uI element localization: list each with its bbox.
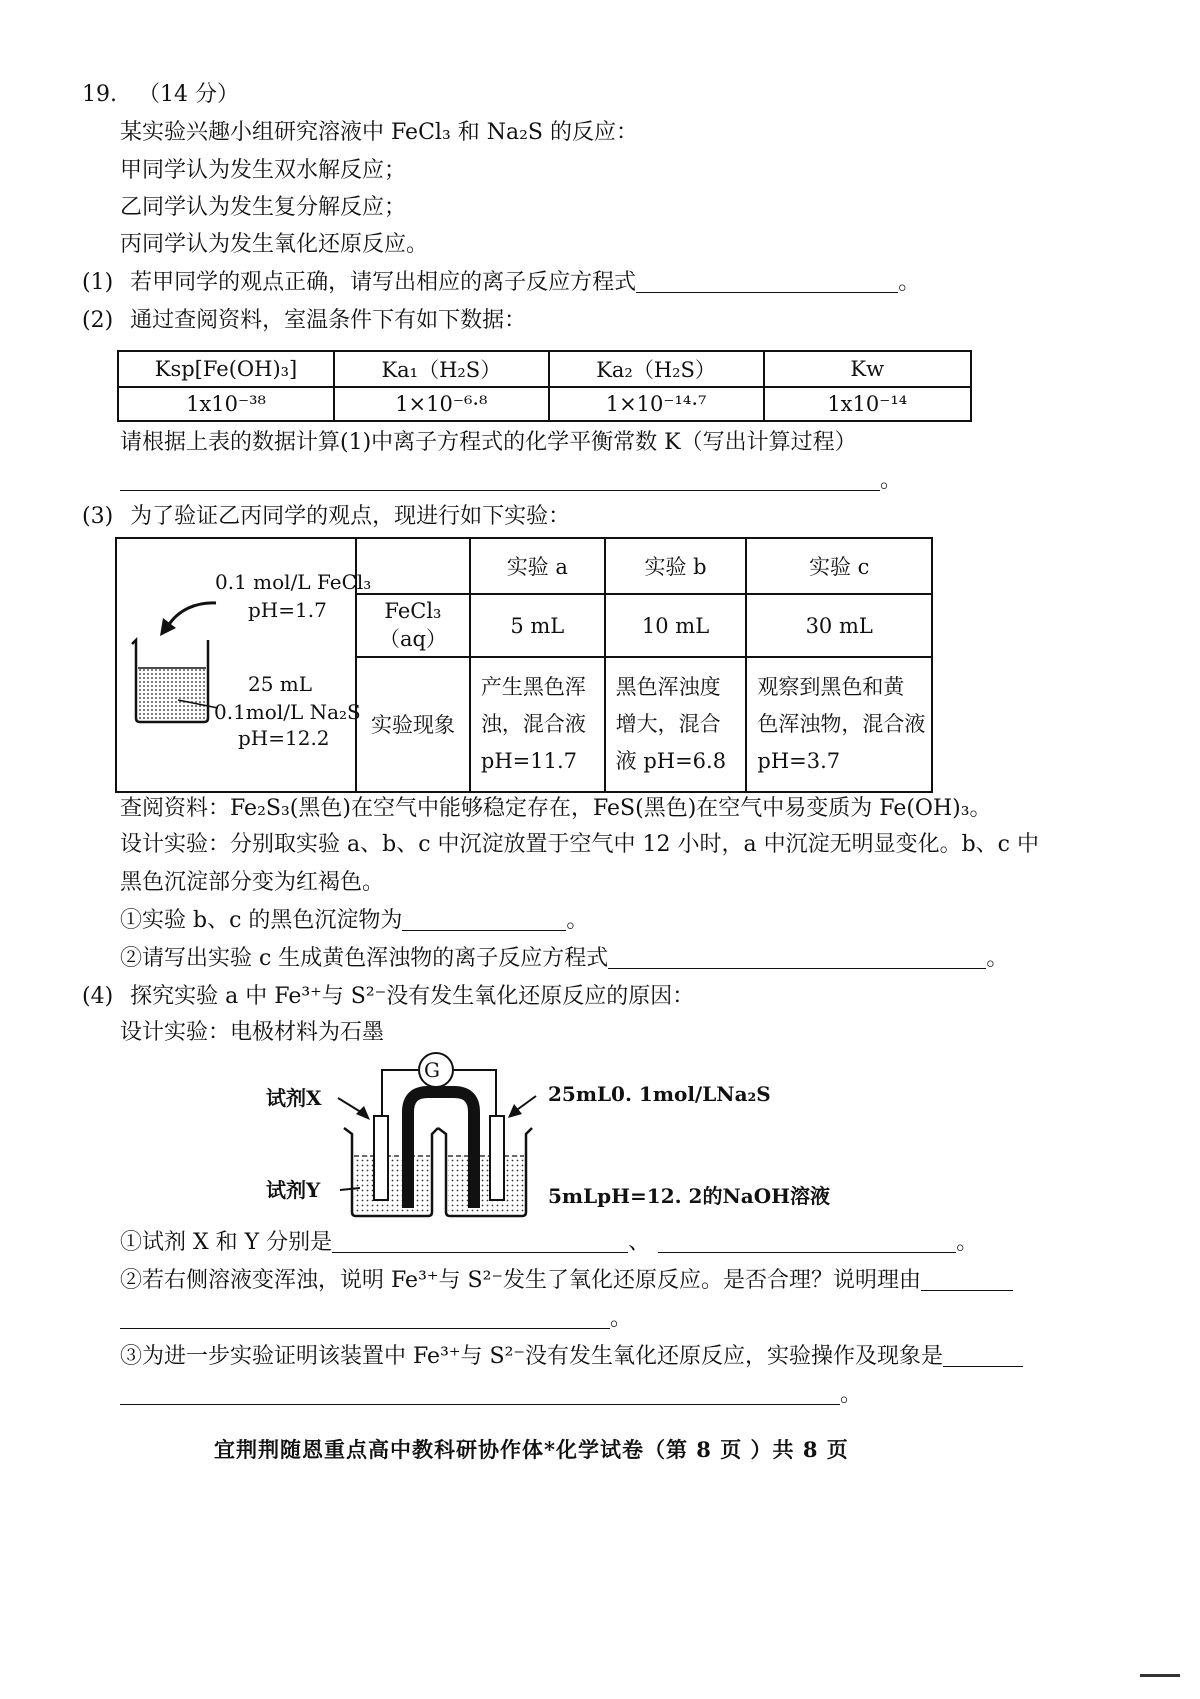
- part1: (1) 若甲同学的观点正确，请写出相应的离子反应方程式 。: [82, 270, 921, 295]
- right-solution-label: 25mL0. 1mol/LNa₂S: [548, 1082, 771, 1106]
- design-line-2: 黑色沉淀部分变为红褐色。: [120, 870, 385, 895]
- experiment-table: [115, 537, 933, 793]
- part3-q2-blank[interactable]: [608, 946, 986, 969]
- row-label-fecl3: FeCl₃（aq）: [356, 594, 470, 656]
- part3: [82, 502, 570, 532]
- part3-text: 为了验证乙丙同学的观点，现进行如下实验：: [130, 504, 571, 529]
- part4-label: (4): [82, 984, 114, 1009]
- part3-q1: ①实验 b、c 的黑色沉淀物为 。: [120, 908, 589, 933]
- col-header-a: 实验 a: [470, 538, 605, 594]
- question-intro: 某实验兴趣小组研究溶液中 FeCl₃ 和 Na₂S 的反应：: [120, 120, 639, 145]
- na2s-concentration: 0.1mol/L Na₂S: [214, 700, 361, 724]
- header-ka1: Ka₁（H₂S）: [334, 351, 549, 387]
- part4-q3: ③为进一步实验证明该装置中 Fe³⁺与 S²⁻没有发生氧化还原反应，实验操作及现象是: [120, 1342, 1023, 1372]
- part4-q2-blank-1[interactable]: [921, 1268, 1013, 1291]
- corner-cell: [356, 538, 470, 594]
- header-kw: Kw: [764, 351, 972, 387]
- galvanometer-label: G: [424, 1058, 440, 1082]
- col-header-b: 实验 b: [605, 538, 747, 594]
- na2s-volume: 25 mL: [248, 672, 313, 696]
- part2: [82, 306, 526, 336]
- question-number: 19.: [82, 82, 117, 107]
- part4: [82, 982, 694, 1012]
- header-ka2: Ka₂（H₂S）: [549, 351, 764, 387]
- reagent-y-blank[interactable]: [658, 1230, 956, 1253]
- fecl3-volume-a: 5 mL: [470, 594, 605, 656]
- reagent-y-label: 试剂Y: [266, 1178, 321, 1202]
- part3-label: (3): [82, 504, 114, 529]
- part1-label: (1): [82, 270, 114, 295]
- fecl3-volume-c: 30 mL: [746, 594, 932, 656]
- design-line-1: 设计实验：分别取实验 a、b、c 中沉淀放置于空气中 12 小时，a 中沉淀无明显变化。b、c 中: [120, 832, 1039, 857]
- row-label-phenomenon: 实验现象: [356, 657, 470, 792]
- view-jia: 甲同学认为发生双水解反应；: [120, 158, 407, 183]
- part4-text: 探究实验 a 中 Fe³⁺与 S²⁻没有发生氧化还原反应的原因：: [130, 984, 695, 1009]
- naoh-solution-label: 5mLpH=12. 2的NaOH溶液: [548, 1184, 831, 1208]
- value-ka2: 1×10⁻¹⁴·⁷: [549, 387, 764, 421]
- part2-label: (2): [82, 308, 114, 333]
- fecl3-volume-b: 10 mL: [605, 594, 747, 656]
- part1-text: 若甲同学的观点正确，请写出相应的离子反应方程式: [130, 270, 637, 295]
- part4-q2: ②若右侧溶液变浑浊，说明 Fe³⁺与 S²⁻发生了氧化还原反应。是否合理？说明理由: [120, 1266, 1013, 1296]
- question-header: [82, 80, 239, 110]
- col-header-c: 实验 c: [746, 538, 932, 594]
- view-yi: 乙同学认为发生复分解反应；: [120, 195, 407, 220]
- fecl3-ph: pH=1.7: [248, 598, 327, 622]
- part4-q3-continued: 。: [120, 1380, 862, 1410]
- constants-table: [117, 350, 972, 422]
- reagent-x-blank[interactable]: [332, 1230, 628, 1253]
- phenomenon-c: 观察到黑色和黄 色浑浊物，混合液 pH=3.7: [746, 657, 932, 792]
- phenomenon-a: 产生黑色浑 浊，混合液 pH=11.7: [470, 657, 605, 792]
- part2-text: 通过查阅资料，室温条件下有如下数据：: [130, 308, 527, 333]
- part2-answer-line: 。: [120, 466, 902, 496]
- part4-q1: ①试剂 X 和 Y 分别是 、 。: [120, 1230, 979, 1255]
- reagent-x-label: 试剂X: [266, 1086, 322, 1110]
- part4-q3-blank-2[interactable]: [120, 1382, 840, 1405]
- part4-q3-blank-1[interactable]: [943, 1344, 1023, 1367]
- view-bing: 丙同学认为发生氧化还原反应。: [120, 232, 429, 257]
- edge-mark: [1140, 1674, 1180, 1677]
- part4-q2-continued: 。: [120, 1304, 632, 1334]
- part2-instruction: 请根据上表的数据计算(1)中离子方程式的化学平衡常数 K（写出计算过程）: [120, 430, 857, 455]
- part4-q2-blank-2[interactable]: [120, 1306, 610, 1329]
- header-ksp: Ksp[Fe(OH)₃]: [118, 351, 334, 387]
- part3-q1-blank[interactable]: [402, 908, 566, 931]
- part3-q2: ②请写出实验 c 生成黄色浑浊物的离子反应方程式 。: [120, 946, 1009, 971]
- reference-note: 查阅资料：Fe₂S₃(黑色)在空气中能够稳定存在，FeS(黑色)在空气中易变质为 Fe(OH)₃。: [120, 796, 992, 821]
- value-ka1: 1×10⁻⁶·⁸: [334, 387, 549, 421]
- part4-design: 设计实验：电极材料为石墨: [120, 1020, 385, 1045]
- page-footer: 宜荆荆随恩重点高中教科研协作体*化学试卷（第 8 页 ）共 8 页: [214, 1437, 849, 1462]
- value-ksp: 1x10⁻³⁸: [118, 387, 334, 421]
- question-score: （14 分）: [138, 82, 239, 107]
- phenomenon-b: 黑色浑浊度 增大，混合 液 pH=6.8: [605, 657, 747, 792]
- na2s-ph: pH=12.2: [238, 726, 330, 750]
- value-kw: 1x10⁻¹⁴: [764, 387, 972, 421]
- part1-answer-blank[interactable]: [636, 270, 898, 293]
- part2-answer-blank[interactable]: [120, 468, 880, 491]
- fecl3-concentration: 0.1 mol/L FeCl₃: [215, 570, 372, 594]
- beaker-figure-cell: [116, 538, 372, 792]
